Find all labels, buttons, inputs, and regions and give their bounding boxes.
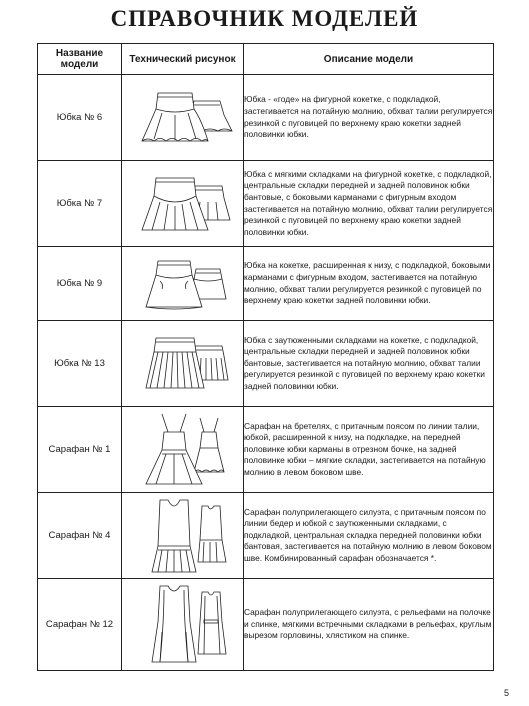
technical-drawing-cell: [122, 407, 244, 493]
table-row: [38, 579, 494, 671]
skirt-pleated-yoke-drawing: [128, 168, 238, 240]
table-row: [38, 321, 494, 407]
technical-drawing-cell: [122, 161, 244, 247]
model-description: Юбка с мягкими складками на фигурной кокетке, с подкладкой, центральные складки передней и задней половинок юбки бантовые, с боковыми карманами с фигурным входом застегивается на потайную молнию, обхват талии регулируется резинкой с пуговицей по верхнему краю кокетки задней половинки юбки.: [244, 161, 494, 247]
model-description: Сарафан полуприлегающего силуэта, с рельефами на полочке и спинке, мягкими встречными складками в рельефах, круглым вырезом горловины, хлястиком на спинке.: [244, 579, 494, 671]
model-name: Юбка № 9: [38, 247, 122, 321]
model-description: Сарафан на бретелях, с притачным поясом по линии талии, юбкой, расширенной к низу, на подкладке, на передней половинке юбки карманы в отрезном бочке, на задней половинке юбки – мягкие складки, застегивается на потайную молнию в левом боковом шве.: [244, 407, 494, 493]
model-name: Юбка № 6: [38, 75, 122, 161]
technical-drawing-cell: [122, 579, 244, 671]
technical-drawing-cell: [122, 493, 244, 579]
model-name: Сарафан № 4: [38, 493, 122, 579]
models-reference-table: [37, 43, 494, 671]
table-row: [38, 247, 494, 321]
header-technical-drawing: Технический рисунок: [122, 44, 244, 75]
skirt-godet-drawing: [128, 83, 238, 153]
model-name: Сарафан № 12: [38, 579, 122, 671]
skirt-flared-drawing: [128, 253, 238, 315]
header-model-description: Описание модели: [244, 44, 494, 75]
sundress-straps-drawing: [128, 410, 238, 490]
table-header-row: [38, 44, 494, 75]
model-description: Юбка на кокетке, расширенная к низу, с подкладкой, боковыми карманами с фигурным входом, застегивается на потайную молнию, обхват талии регулируется резинкой с пуговицей по верхнему краю кокетки задней половинки юбки.: [244, 247, 494, 321]
page-number: 5: [503, 688, 509, 698]
model-name: Сарафан № 1: [38, 407, 122, 493]
model-description: Юбка с заутюженными складками на кокетке, с подкладкой, центральные складки передней и задней половинок юбки бантовые, застегивается на потайную молнию, обхват талии регулируется резинкой с пуговицей по верхнему краю кокетки задней половинки юбки.: [244, 321, 494, 407]
technical-drawing-cell: [122, 321, 244, 407]
skirt-narrow-pleats-drawing: [128, 328, 238, 400]
model-description: Сарафан полуприлегающего силуэта, с притачным поясом по линии бедер и юбкой с заутюженными складками, с подкладкой, центральная складка передней половинки юбки бантовая, застегивается на потайную молнию в левом боковом шве. Комбинированный сарафан обозначается *.: [244, 493, 494, 579]
page-title: СПРАВОЧНИК МОДЕЛЕЙ: [110, 6, 419, 31]
model-name: Юбка № 7: [38, 161, 122, 247]
table-row: [38, 493, 494, 579]
sundress-pleated-hip-drawing: [128, 496, 238, 576]
sundress-princess-seams-drawing: [128, 582, 238, 668]
model-name: Юбка № 13: [38, 321, 122, 407]
table-row: [38, 161, 494, 247]
technical-drawing-cell: [122, 75, 244, 161]
header-model-name: Название модели: [38, 44, 122, 75]
model-description: Юбка - «годе» на фигурной кокетке, с подкладкой, застегивается на потайную молнию, обхват талии регулируется резинкой с пуговицей по верхнему краю кокетки задней половинки юбки.: [244, 75, 494, 161]
technical-drawing-cell: [122, 247, 244, 321]
table-row: [38, 75, 494, 161]
table-row: [38, 407, 494, 493]
